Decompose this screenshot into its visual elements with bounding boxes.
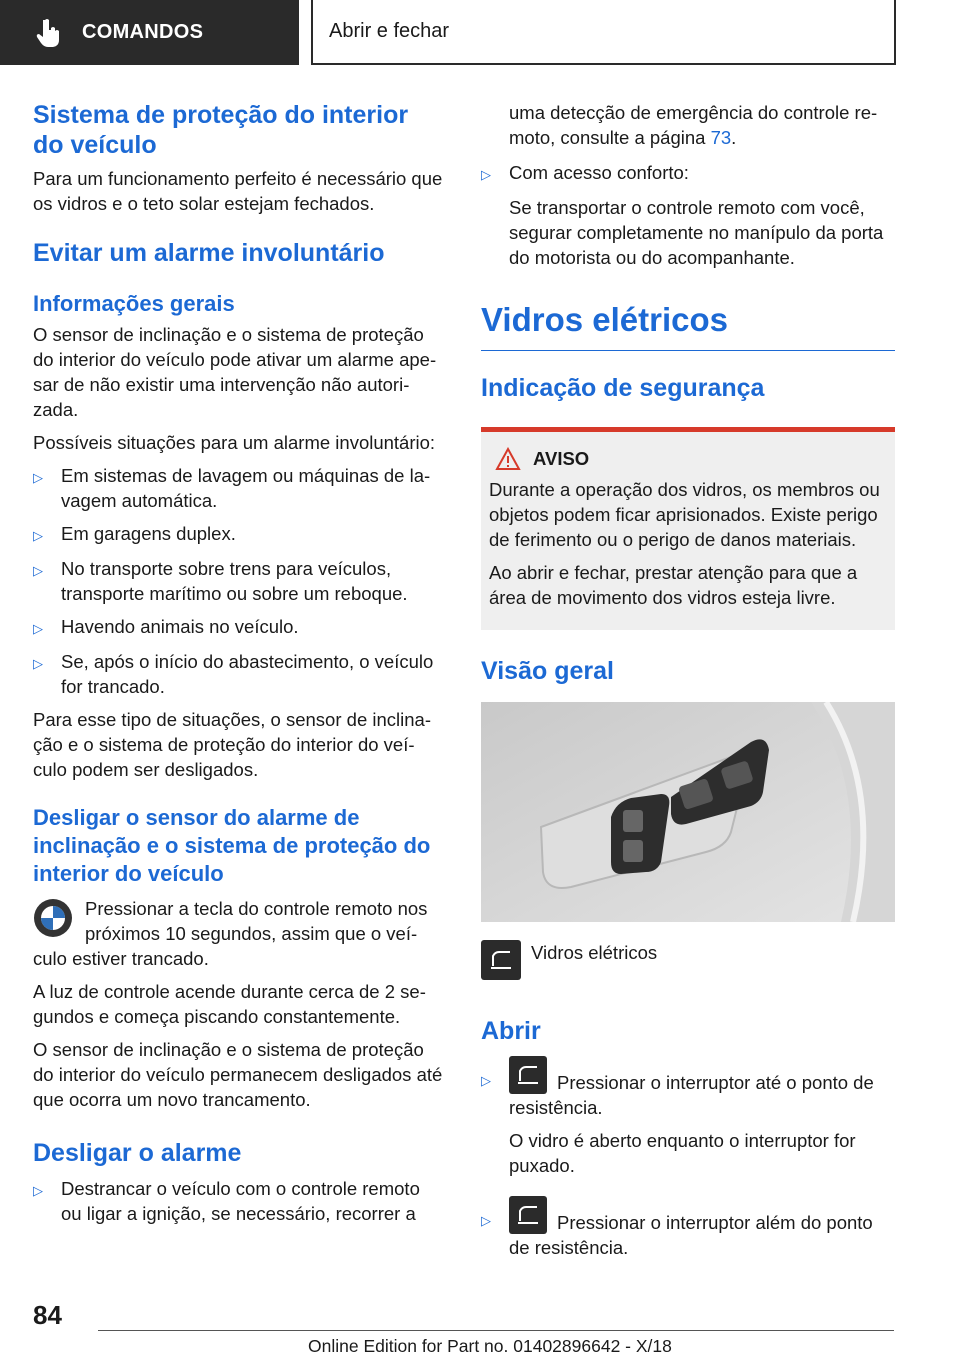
list-item: ▷ Destrancar o veículo com o controle remoto ou ligar a ignição, se necessário, recorrer a bbox=[33, 1178, 420, 1224]
bullet-triangle-icon: ▷ bbox=[481, 1213, 491, 1228]
power-window-switch-photo bbox=[481, 702, 895, 922]
warning-box bbox=[481, 427, 895, 630]
list-item: ▷ Com acesso conforto: bbox=[481, 160, 895, 187]
warning-triangle-icon bbox=[495, 447, 521, 471]
page-number: 84 bbox=[33, 1300, 62, 1330]
heading-power-windows: Vidros elétricos bbox=[481, 300, 895, 351]
list-item: ▷ Em sistemas de lavagem ou máquinas de la‐ vagem automática. bbox=[33, 465, 431, 511]
paragraph: O sensor de inclinação e o sistema de proteção do interior do veículo pode ativar um alarme ape‐ sar de não existir uma intervenção não autori‐ zada. bbox=[33, 324, 437, 420]
bullet-triangle-icon: ▷ bbox=[33, 470, 43, 485]
hand-pointer-icon bbox=[36, 18, 62, 48]
legend-label: Vidros elétricos bbox=[531, 942, 658, 963]
paragraph: Para um funcionamento perfeito é necessário que os vidros e o teto solar estejam fechados. bbox=[33, 168, 443, 214]
heading-interior-protection: Sistema de proteção do interior do veículo bbox=[33, 101, 409, 159]
paragraph: O vidro é aberto enquanto o interruptor for puxado. bbox=[509, 1130, 856, 1176]
heading-disable-alarm: Desligar o alarme bbox=[33, 1139, 242, 1167]
bullet-triangle-icon: ▷ bbox=[33, 1183, 43, 1198]
warning-text: Durante a operação dos vidros, os membros ou objetos podem ficar aprisionados. Existe perigo de ferimento ou o perigo de danos materiais. bbox=[489, 479, 880, 550]
list-item: ▷ Se, após o início do abastecimento, o veículo for trancado. bbox=[33, 651, 434, 697]
edition-text: Online Edition for Part no. 01402896642 - X/18 bbox=[308, 1336, 672, 1356]
heading-safety-note: Indicação de segurança bbox=[481, 374, 765, 402]
right-column bbox=[481, 100, 895, 1268]
bullet-triangle-icon: ▷ bbox=[33, 563, 43, 578]
legend-row bbox=[481, 940, 895, 980]
list-item: ▷ No transporte sobre trens para veículos, transporte marítimo ou sobre um reboque. bbox=[33, 558, 408, 604]
bullet-triangle-icon: ▷ bbox=[33, 528, 43, 543]
bullet-triangle-icon: ▷ bbox=[481, 167, 491, 182]
heading-general-info: Informações gerais bbox=[33, 291, 235, 316]
left-column bbox=[33, 100, 443, 1234]
bullet-triangle-icon: ▷ bbox=[33, 621, 43, 636]
paragraph: Se transportar o controle remoto com você, segurar completamente no manípulo da porta do motorista ou do acompanhante. bbox=[509, 197, 884, 268]
section-tab bbox=[0, 0, 299, 65]
chapter-tab bbox=[311, 0, 896, 65]
list-item: ▷ Havendo animais no veículo. bbox=[33, 614, 443, 641]
window-switch-icon bbox=[509, 1056, 547, 1094]
heading-overview: Visão geral bbox=[481, 657, 614, 685]
heading-avoid-alarm: Evitar um alarme involuntário bbox=[33, 239, 385, 267]
list-item: ▷ Pressionar o interruptor além do ponto de resistência. bbox=[481, 1196, 895, 1260]
paragraph: O sensor de inclinação e o sistema de proteção do interior do veículo permanecem desligados até que ocorra um novo trancamento. bbox=[33, 1039, 443, 1110]
footer-divider bbox=[98, 1330, 894, 1331]
heading-open: Abrir bbox=[481, 1017, 541, 1045]
page-link[interactable]: 73 bbox=[710, 127, 732, 148]
window-switch-icon bbox=[481, 940, 521, 980]
chapter-title: Abrir e fechar bbox=[329, 20, 450, 42]
bmw-logo-icon bbox=[33, 898, 73, 938]
remote-instruction bbox=[33, 896, 443, 971]
warning-title: AVISO bbox=[533, 448, 590, 469]
warning-header bbox=[489, 446, 887, 471]
paragraph: Pressionar a tecla do controle remoto nos próximos 10 segundos, assim que o veí‐ culo estiver trancado. bbox=[33, 898, 428, 969]
list-item: ▷ Em garagens duplex. bbox=[33, 521, 443, 548]
bullet-triangle-icon: ▷ bbox=[481, 1073, 491, 1088]
paragraph: A luz de controle acende durante cerca de 2 se‐ gundos e começa piscando constantemente. bbox=[33, 981, 426, 1027]
paragraph: Para esse tipo de situações, o sensor de inclina‐ ção e o sistema de proteção do interior do veí‐ culo podem ser desligados. bbox=[33, 709, 431, 780]
heading-disable-sensor: Desligar o sensor do alarme de inclinação e o sistema de proteção do interior do veículo bbox=[33, 805, 431, 886]
list-item: ▷ Pressionar o interruptor até o ponto de resistência. O vidro é aberto enquanto o interruptor for puxado. bbox=[481, 1056, 895, 1186]
warning-text: Ao abrir e fechar, prestar atenção para que a área de movimento dos vidros esteja livre. bbox=[489, 562, 858, 608]
paragraph: Possíveis situações para um alarme involuntário: bbox=[33, 432, 436, 453]
bullet-triangle-icon: ▷ bbox=[33, 656, 43, 671]
section-title: COMANDOS bbox=[82, 21, 204, 43]
window-switch-icon bbox=[509, 1196, 547, 1234]
paragraph: uma detecção de emergência do controle re‐ moto, consulte a página 73. bbox=[509, 102, 878, 148]
